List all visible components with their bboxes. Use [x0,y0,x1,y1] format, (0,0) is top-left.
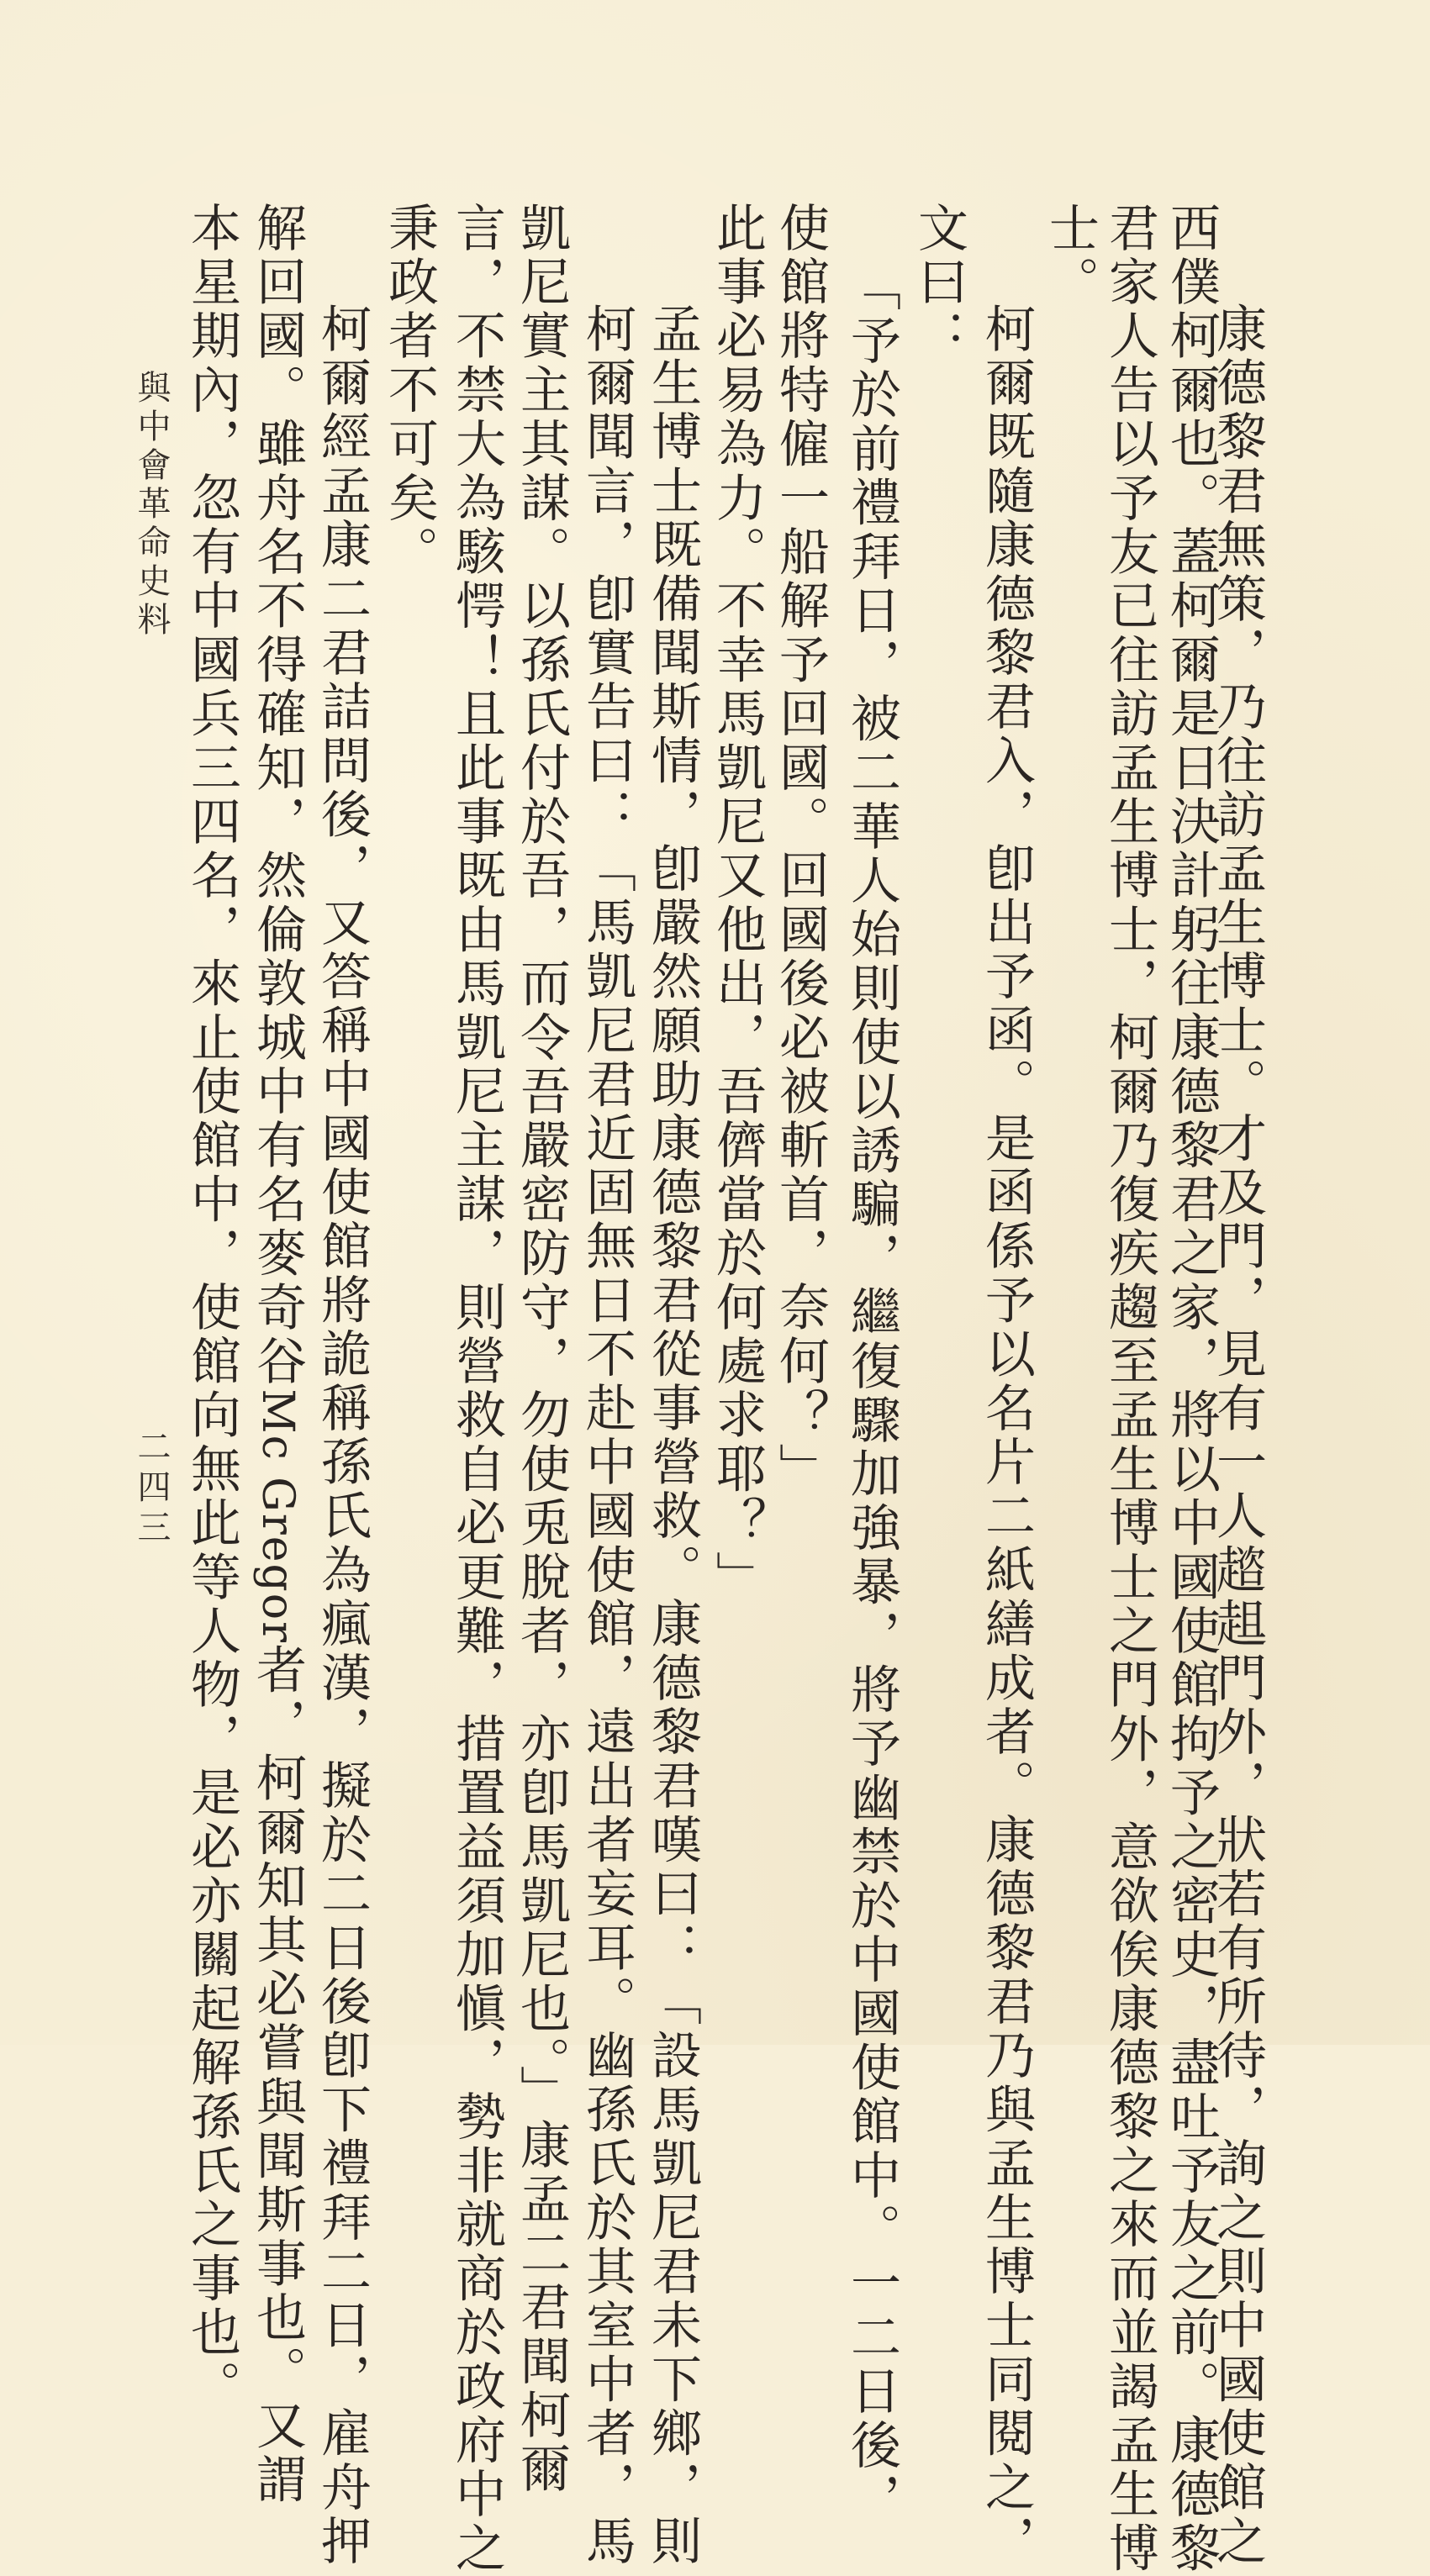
text-column-14: 秉政者不可矣。 [380,202,439,580]
book-title-footer: 與中會革命史料 [132,370,171,640]
text-column-4: 士。 [1041,202,1100,310]
text-column-8: 使館將特僱一船解予回國。回國後必被斬首，奈何？」 [771,202,830,1497]
text-segment: 者，柯爾知其必嘗與聞斯事也。又謂 [248,1643,307,2508]
text-column-16 [248,202,307,2508]
page-number: 二四三 [132,1429,171,1550]
text-column-10: 孟生博士既備聞斯情，卽嚴然願助康德黎君從事營救。康德黎君嘆曰：「設馬凱尼君未下鄉，則 [643,303,702,2569]
text-column-11: 柯爾聞言，卽實告曰：「馬凱尼君近固無日不赴中國使館，遠出者妄耳。幽孫氏於其室中者，馬 [578,303,636,2569]
text-column-7: 「予於前禮拜日，被二華人始則使以誘騙，繼復驟加強暴，將予幽禁於中國使館中。一二日後， [842,261,901,2527]
text-column-6: 文曰： [910,202,968,364]
text-segment: 解回國。雖舟名不得確知，然倫敦城中有名麥奇谷 [248,202,307,1389]
text-column-1: 康德黎君無策，乃往訪孟生博士。才及門，見有一人趦趄門外，狀若有所待，詢之則中國使館之 [1208,303,1267,2569]
text-column-2: 西僕柯爾也。蓋柯爾是日決計躬往康德黎君之家，將以中國使館拘予之密史，盡吐予友之前。康德黎 [1162,202,1221,2576]
text-column-9: 此事必易為力。不幸馬凱尼又他出，吾儕當於何處求耶？」 [708,202,767,1605]
text-column-3: 君家人告以予友已往訪孟生博士，柯爾乃復疾趨至孟生博士之門外，意欲俟康德黎之來而並謁孟生博 [1100,202,1159,2576]
text-column-17: 本星期內，忽有中國兵三四名，來止使館中，使館向無此等人物，是必亦關起解孫氏之事也。 [182,202,241,2415]
text-column-15: 柯爾經孟康二君詰問後，又答稱中國使館將詭稱孫氏為瘋漢，擬於二日後卽下禮拜二日，雇舟押 [313,303,372,2569]
text-column-13: 言，不禁大為駭愕！且此事既由馬凱尼主謀，則營救自必更難，措置益須加愼，勢非就商於政府中之 [447,202,506,2576]
text-column-12: 凱尼實主其謀。以孫氏付於吾，而令吾嚴密防守，勿使兎脫者，亦卽馬凱尼也。」康孟二君聞柯爾 [512,202,571,2497]
text-column-5: 柯爾既隨康德黎君入，卽出予函。是函係予以名片二紙繕成者。康德黎君乃與孟生博士同閱之， [977,303,1036,2569]
latin-name: Mc Gregor [252,1388,303,1644]
